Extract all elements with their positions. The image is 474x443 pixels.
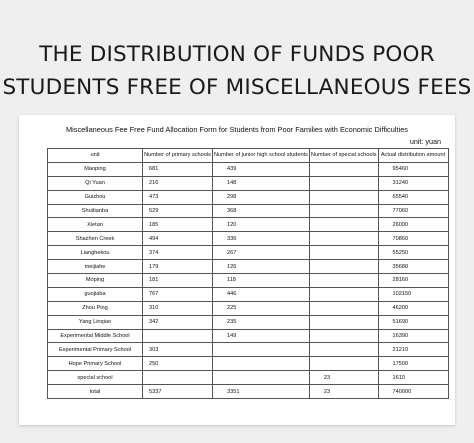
value-cell: 51690 (378, 315, 448, 329)
unit-name-cell: Moping (48, 274, 143, 288)
table-row (48, 176, 449, 190)
unit-name-cell: Qi Yuan (48, 176, 143, 190)
value-cell: 181 (143, 274, 213, 288)
value-cell: 77060 (378, 204, 448, 218)
value-cell (309, 343, 378, 357)
spreadsheet-card (19, 115, 455, 425)
value-cell: 681 (143, 162, 213, 176)
unit-name-cell: total (48, 385, 143, 399)
value-cell: 23 (309, 385, 378, 399)
header-row (48, 149, 449, 163)
value-cell: 374 (143, 246, 213, 260)
value-cell: 1610 (378, 371, 448, 385)
column-header: Actual distribution amount (378, 149, 448, 163)
value-cell: 529 (143, 204, 213, 218)
value-cell: 216 (143, 176, 213, 190)
unit-name-cell: Zhou Ping (48, 301, 143, 315)
value-cell (143, 371, 213, 385)
value-cell (309, 329, 378, 343)
unit-name-cell: Xietan (48, 218, 143, 232)
value-cell: 35680 (378, 260, 448, 274)
value-cell: 342 (143, 315, 213, 329)
table-row (48, 218, 449, 232)
column-header: unit (48, 149, 143, 163)
value-cell: 95460 (378, 162, 448, 176)
value-cell: 298 (213, 190, 310, 204)
unit-name-cell: Shazhen Creek (48, 232, 143, 246)
table-title: Miscellaneous Fee Free Fund Allocation Form for Students from Poor Families with Economic Difficulties (65, 125, 409, 134)
value-cell: 17500 (378, 357, 448, 371)
value-cell (309, 246, 378, 260)
value-cell: 3351 (213, 385, 310, 399)
unit-name-cell: Experimental Middle School (48, 329, 143, 343)
table-row (48, 357, 449, 371)
value-cell (309, 274, 378, 288)
value-cell: 439 (213, 162, 310, 176)
value-cell: 225 (213, 301, 310, 315)
value-cell: 23 (309, 371, 378, 385)
unit-label: unit: yuan (409, 137, 441, 146)
value-cell: 473 (143, 190, 213, 204)
unit-name-cell: Guizhou (48, 190, 143, 204)
value-cell: 767 (143, 287, 213, 301)
heading-line-2: STUDENTS FREE OF MISCELLANEOUS FEES (2, 75, 472, 100)
value-cell (309, 190, 378, 204)
value-cell: 102150 (378, 287, 448, 301)
unit-name-cell: Shuitianba (48, 204, 143, 218)
table-row (48, 232, 449, 246)
value-cell (213, 357, 310, 371)
value-cell: 235 (213, 315, 310, 329)
value-cell (309, 315, 378, 329)
table-row (48, 162, 449, 176)
table-row (48, 274, 449, 288)
unit-name-cell: special school (48, 371, 143, 385)
value-cell (309, 301, 378, 315)
value-cell: 55250 (378, 246, 448, 260)
value-cell (309, 232, 378, 246)
value-cell: 21210 (378, 343, 448, 357)
value-cell: 5337 (143, 385, 213, 399)
unit-name-cell: Yang Linqiao (48, 315, 143, 329)
unit-name-cell: meijiahe (48, 260, 143, 274)
value-cell (309, 357, 378, 371)
table-row (48, 301, 449, 315)
unit-name-cell: Hope Primary School (48, 357, 143, 371)
table-body (48, 162, 449, 398)
value-cell: 120 (213, 218, 310, 232)
table-row (48, 343, 449, 357)
table-row (48, 204, 449, 218)
table-row (48, 315, 449, 329)
table-row (48, 329, 449, 343)
value-cell: 368 (213, 204, 310, 218)
value-cell: 26000 (378, 218, 448, 232)
table-row (48, 260, 449, 274)
value-cell: 185 (143, 218, 213, 232)
value-cell (309, 162, 378, 176)
value-cell: 118 (213, 274, 310, 288)
value-cell: 70860 (378, 232, 448, 246)
total-row (48, 385, 449, 399)
value-cell: 148 (213, 176, 310, 190)
table-row (48, 190, 449, 204)
value-cell: 446 (213, 287, 310, 301)
value-cell: 303 (143, 343, 213, 357)
column-header: Number of primary schools (143, 149, 213, 163)
value-cell (309, 260, 378, 274)
page-heading (0, 38, 474, 104)
value-cell: 28160 (378, 274, 448, 288)
value-cell: 46200 (378, 301, 448, 315)
unit-name-cell: Maoping (48, 162, 143, 176)
table-row (48, 287, 449, 301)
unit-name-cell: guojiaba (48, 287, 143, 301)
table-row (48, 371, 449, 385)
value-cell: 65540 (378, 190, 448, 204)
value-cell: 179 (143, 260, 213, 274)
value-cell: 149 (213, 329, 310, 343)
value-cell (309, 204, 378, 218)
value-cell: 267 (213, 246, 310, 260)
unit-name-cell: Experimental Primary School (48, 343, 143, 357)
table-row (48, 246, 449, 260)
allocation-table (47, 148, 449, 399)
unit-name-cell: Lianghekou (48, 246, 143, 260)
value-cell (213, 343, 310, 357)
heading-line-1: THE DISTRIBUTION OF FUNDS POOR (39, 42, 435, 67)
value-cell (213, 371, 310, 385)
value-cell (309, 287, 378, 301)
value-cell: 740000 (378, 385, 448, 399)
value-cell: 336 (213, 232, 310, 246)
value-cell (309, 176, 378, 190)
column-header: Number of junior high school students (213, 149, 310, 163)
value-cell: 494 (143, 232, 213, 246)
value-cell (143, 329, 213, 343)
value-cell: 31240 (378, 176, 448, 190)
value-cell: 310 (143, 301, 213, 315)
column-header: Number of special schools (309, 149, 378, 163)
value-cell: 250 (143, 357, 213, 371)
value-cell (309, 218, 378, 232)
value-cell: 126 (213, 260, 310, 274)
value-cell: 16390 (378, 329, 448, 343)
